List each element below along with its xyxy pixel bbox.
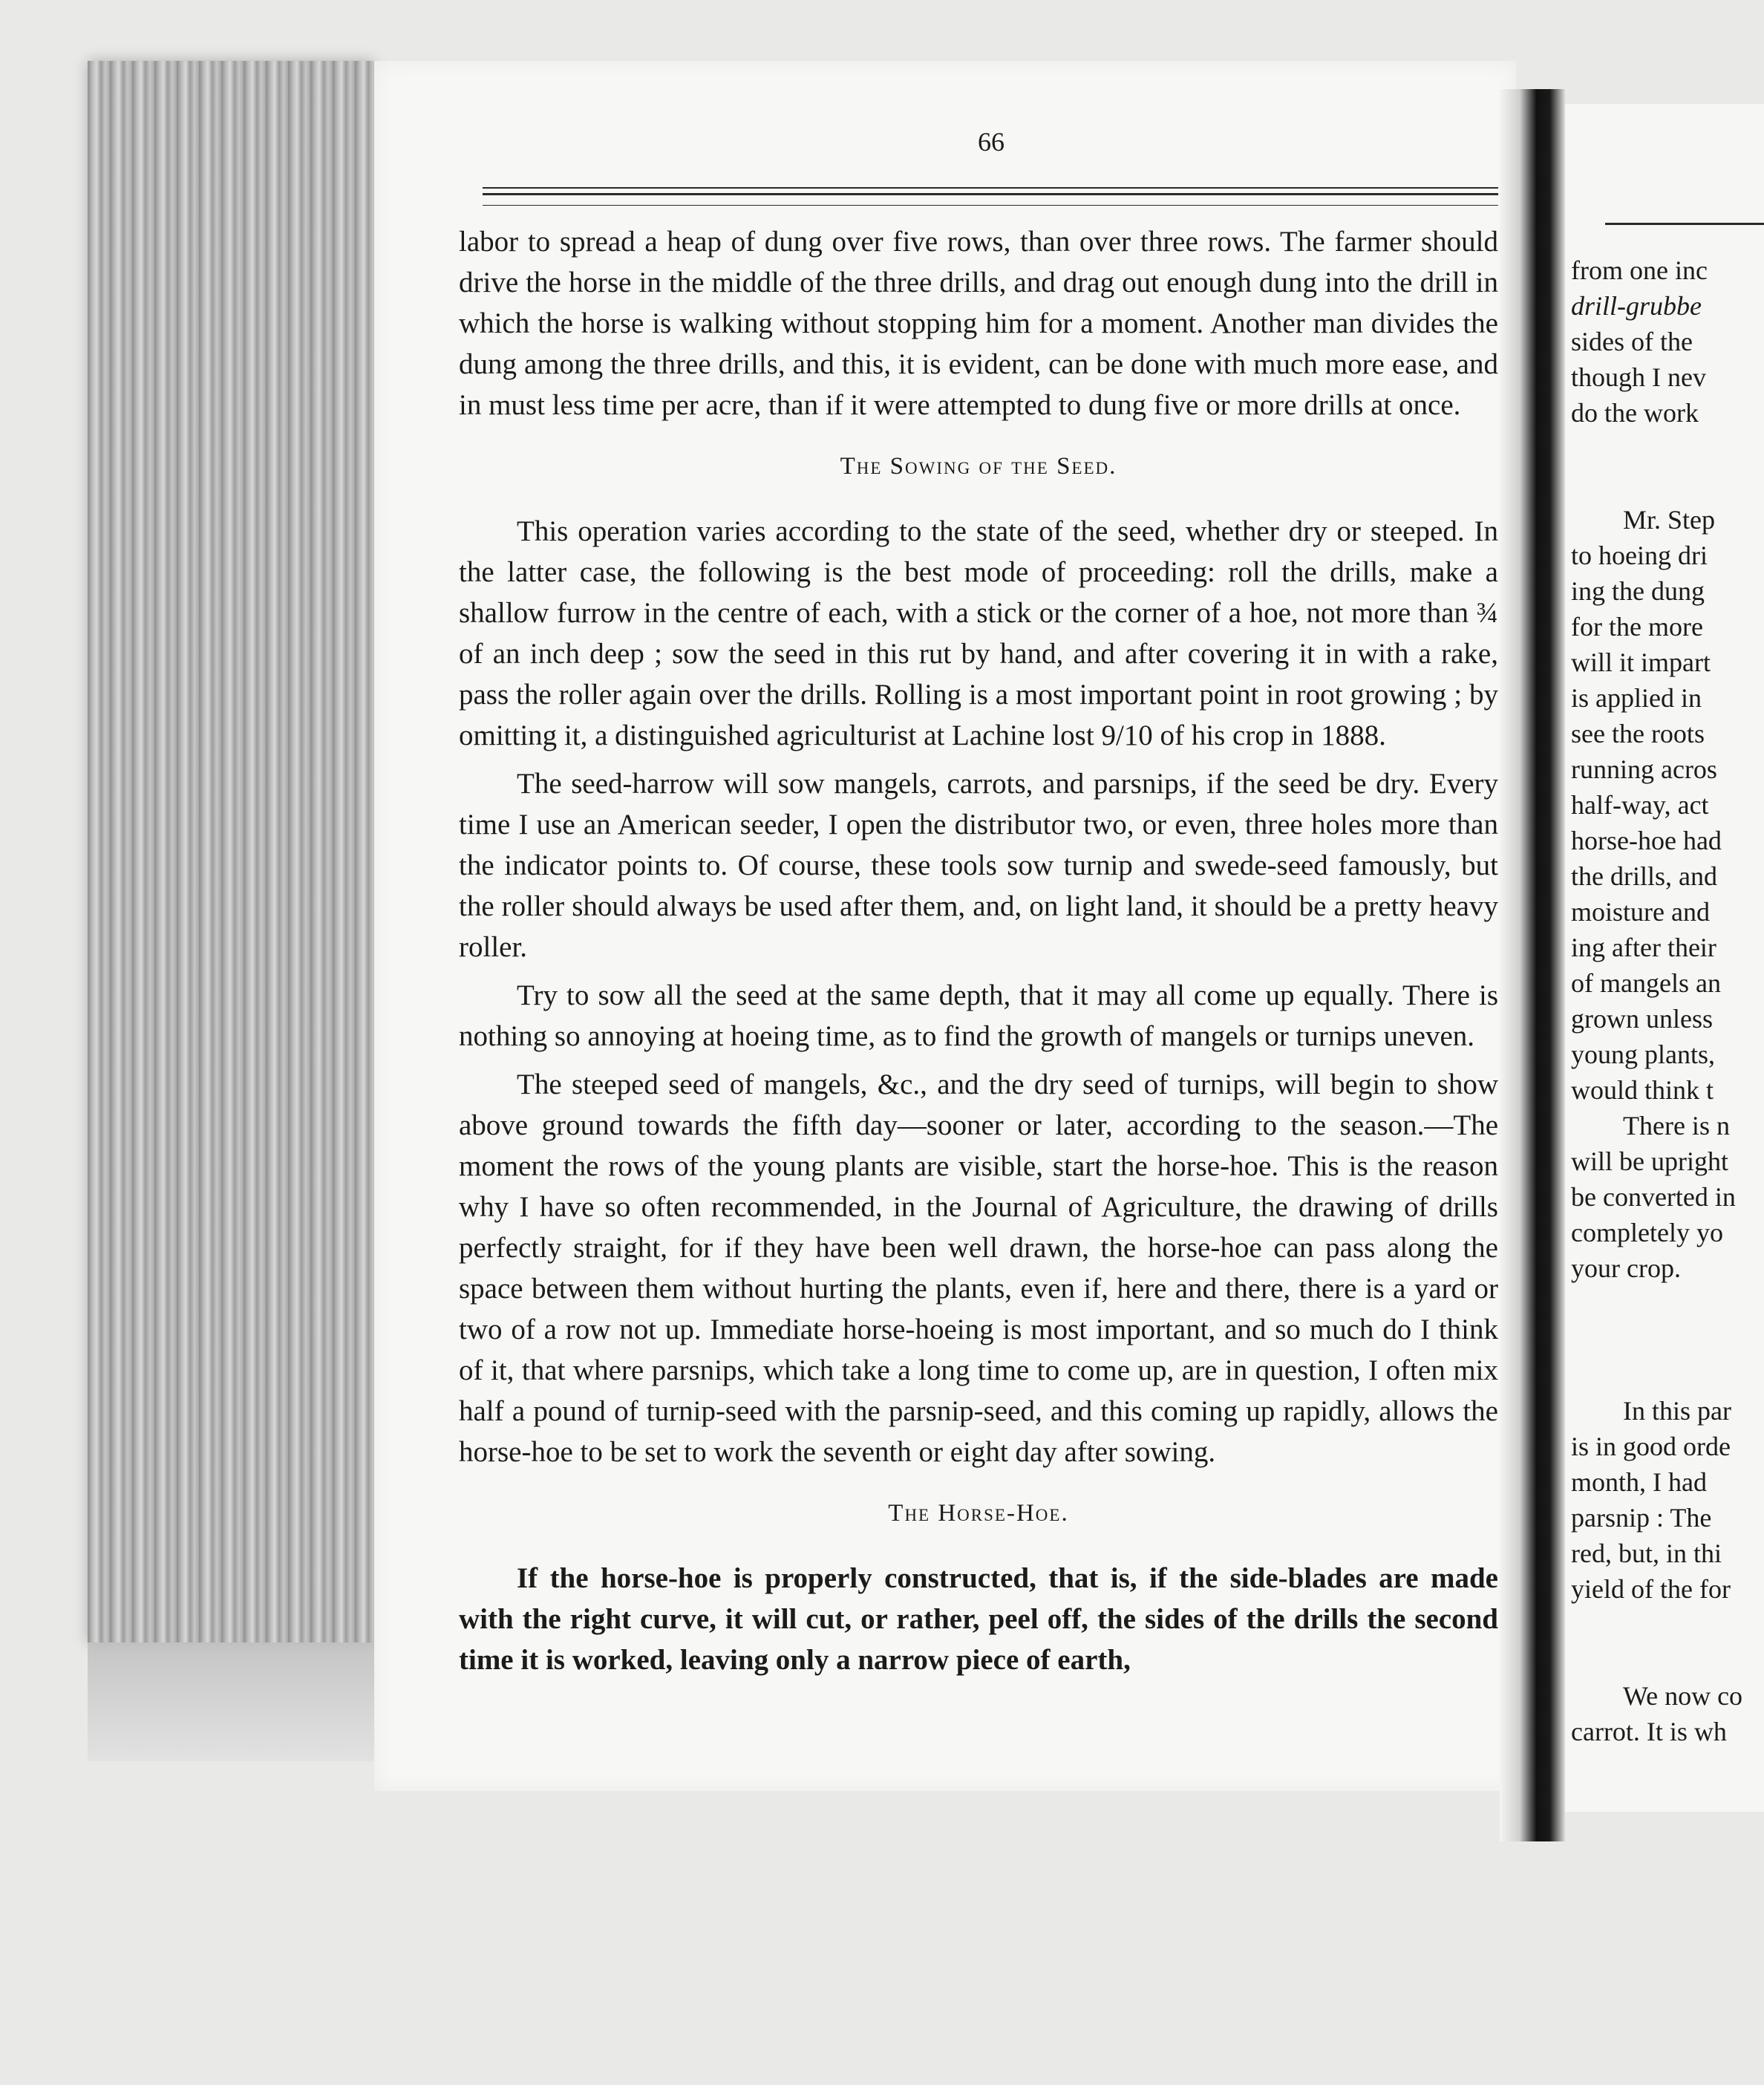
right-page-line: half-way, act <box>1571 790 1709 820</box>
right-page-line: see the roots <box>1571 719 1705 748</box>
right-page-line: is applied in <box>1571 683 1702 713</box>
right-page-line: do the work <box>1571 398 1699 428</box>
right-page-line: for the more <box>1571 612 1703 642</box>
right-page-line: completely yo <box>1571 1218 1723 1247</box>
right-page-line: be converted in <box>1571 1182 1736 1212</box>
right-page-line: is in good orde <box>1571 1432 1731 1461</box>
right-page-line: parsnip : The <box>1571 1503 1712 1533</box>
paragraph: If the horse-hoe is properly constructed, that is, if the side-blades are made with the right curve, it will cut, or rather, peel off, the sides of the drills the second time it is worked, leaving only a narrow piece of earth, <box>459 1562 1498 1676</box>
header-rule <box>483 205 1498 206</box>
right-page-line: drill-grubbe <box>1571 291 1702 321</box>
right-page-line: Mr. Step <box>1623 505 1716 535</box>
paragraph: The seed-harrow will sow mangels, carrots, and parsnips, if the seed be dry. Every time I use an American seeder, I open the distributor two, or even, three holes more than the indicator points to. Of course, these tools sow turnip and swede-seed famously, but the roller should always be used after them, and, on light land, it should be a pretty heavy roller. <box>459 768 1498 963</box>
right-page-line: would think t <box>1571 1075 1714 1105</box>
right-page-line: sides of the <box>1571 327 1693 356</box>
right-page-line: will it impart <box>1571 647 1711 677</box>
right-page-line: ing the dung <box>1571 576 1705 606</box>
right-page-header-rule <box>1605 223 1764 225</box>
right-page-line: red, but, in thi <box>1571 1539 1722 1568</box>
right-page-line: grown unless <box>1571 1004 1713 1034</box>
right-page-line: young plants, <box>1571 1040 1715 1069</box>
right-page-line <box>1571 1607 1764 1642</box>
left-page-text <box>459 221 1498 1680</box>
right-page-line: of mangels an <box>1571 968 1721 998</box>
header-rule <box>483 193 1498 195</box>
book-page-edges-shadow <box>88 1642 374 1761</box>
right-page-line <box>1571 1642 1764 1678</box>
right-page-line: to hoeing dri <box>1571 541 1708 570</box>
right-page-line: month, I had <box>1571 1467 1707 1497</box>
paragraph: Try to sow all the seed at the same depth, that it may all come up equally. There is nothing so annoying at hoeing time, as to find the growth of mangels or turnips uneven. <box>459 979 1498 1052</box>
right-page-line: We now co <box>1623 1681 1743 1711</box>
book-page-edges <box>88 61 374 1642</box>
right-page-line: There is n <box>1623 1111 1730 1141</box>
right-page-line: running acros <box>1571 754 1717 784</box>
paragraph: This operation varies according to the state of the seed, whether dry or steeped. In the latter case, the following is the best mode of proceeding: roll the drills, make a shallow furrow in the centre of each, with a stick or the corner of a hoe, not more than ¾ of an inch deep ; sow the seed in this rut by hand, and after covering it in with a rake, pass the roller again over the drills. Rolling is a most important point in root growing ; by omitting it, a distinguished agriculturist at Lachine lost 9/10 of his crop in 1888. <box>459 515 1498 751</box>
section-heading: The Sowing of the Seed. <box>840 453 1117 480</box>
right-page-line: though I nev <box>1571 362 1706 392</box>
book-gutter <box>1500 89 1567 1841</box>
section-heading: The Horse-Hoe. <box>888 1500 1069 1527</box>
page-number: 66 <box>978 127 1004 157</box>
right-page-line: ing after their <box>1571 933 1716 962</box>
paragraph: The steeped seed of mangels, &c., and the dry seed of turnips, will begin to show above ground towards the fifth day—sooner or later, according to the season.—The moment the rows of the young plants are visible, start the horse-hoe. This is the reason why I have so often recommended, in the Journal of Agriculture, the drawing of drills perfectly straight, for if they have been well drawn, the horse-hoe can pass along the space between them without hurting the plants, even if, here and there, there is a yard or two of a row not up. Immediate horse-hoeing is most important, and so much do I think of it, that where parsnips, which take a long time to come up, are in question, I often mix half a pound of turnip-seed with the parsnip-seed, and this coming up rapidly, allows the horse-hoe to be set to work the seventh or eight day after sowing. <box>459 1068 1498 1468</box>
right-page-line: the drills, and <box>1571 861 1717 891</box>
right-page-line <box>1571 466 1764 502</box>
right-page-line: In this par <box>1623 1396 1731 1426</box>
right-page-text <box>1571 252 1764 1749</box>
right-page-line <box>1571 1286 1764 1322</box>
right-page-line: your crop. <box>1571 1253 1681 1283</box>
right-page-line <box>1571 431 1764 466</box>
header-rule <box>483 187 1498 189</box>
right-page-line: from one inc <box>1571 255 1708 285</box>
paragraph: labor to spread a heap of dung over five rows, than over three rows. The farmer should drive the horse in the middle of the three drills, and drag out enough dung into the drill in which the horse is walking without stopping him for a moment. Another man divides the dung among the three drills, and this, it is evident, can be done with much more ease, and in must less time per acre, than if it were attempted to dung five or more drills at once. <box>459 226 1498 421</box>
right-page-line: carrot. It is wh <box>1571 1717 1727 1746</box>
right-page-line: yield of the for <box>1571 1574 1731 1604</box>
right-page-line: horse-hoe had <box>1571 826 1722 855</box>
right-page-line <box>1571 1357 1764 1393</box>
right-page-line: will be upright <box>1571 1146 1728 1176</box>
right-page-line: moisture and <box>1571 897 1710 927</box>
right-page-line <box>1571 1322 1764 1357</box>
